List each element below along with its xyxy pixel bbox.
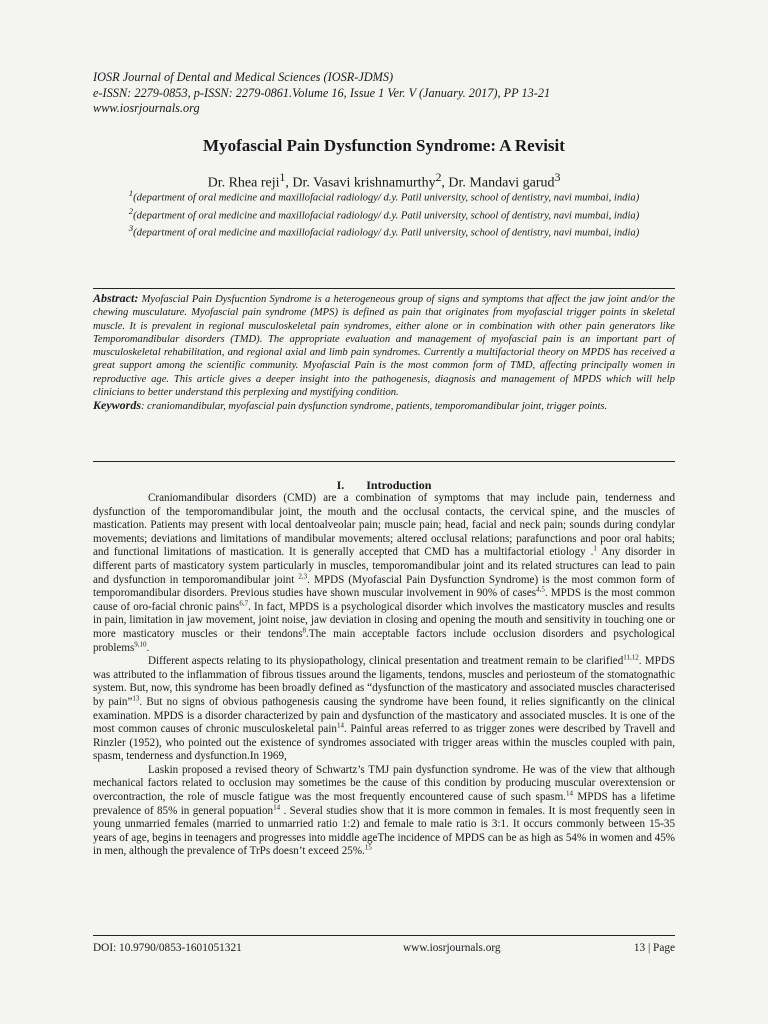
paper-title: Myofascial Pain Dysfunction Syndrome: A Revisit — [203, 136, 565, 155]
author: Dr. Rhea reji — [207, 175, 280, 191]
text-run: .The main acceptable factors include occlusion disorders and psychological problems — [93, 627, 675, 654]
abstract-block — [93, 292, 675, 414]
affiliation: $^1$(department of oral medicine and maxillofacial radiology/ d.y. Patil university, school of dentistry, navi mumbai, india) — [128, 188, 640, 204]
citation-sup: 14 — [336, 721, 344, 730]
section-heading — [0, 478, 768, 493]
affiliations — [104, 187, 664, 240]
text-run: . MPDS (Myofascial Pain Dysfunction Syndrome) is the most common form of temporomandibular disorders. Previous studies have shown muscular involvement in 90% of cases — [93, 573, 675, 600]
citation-sup: 1 — [593, 544, 597, 553]
text-run: . — [146, 641, 150, 654]
citation-sup: 8 — [302, 626, 307, 635]
author: Dr. Mandavi garud — [448, 175, 555, 191]
footer-doi: DOI: 10.9790/0853-1601051321 — [93, 942, 242, 954]
author-sup: 2 — [435, 171, 442, 184]
text-run: . Several studies show that it is more common in females. It is most frequently seen in young unmarried females (married to unmarried ratio 1:2) and female to male ratio is 3:1. It occurs commonly between 15-35 years of age, begins in teenagers and progresses into middle ageThe incidence of MPDS can be as high as 54% in women and 45% in men, although the prevalence of TrPs doesn’t exceed 25%. — [93, 804, 675, 858]
text-run: Laskin proposed a revised theory of Schwartz’s TMJ pain dysfunction syndrome. He was of the view that although mechanical factors related to occlusion may sometimes be the cause of this condition by producing muscular overextension or overcontraction, the role of muscle fatigue was the most frequently encountered cause of such spasm. — [93, 763, 675, 804]
abstract-label: Abstract: — [93, 291, 139, 305]
citation-sup: 14 — [273, 802, 281, 811]
citation-sup: 15 — [364, 843, 372, 852]
text-run: Craniomandibular disorders (CMD) are a combination of symptoms that may include pain, tenderness and dysfunction of the temporomandibular joint, the mouth and the occlusal contacts, the cervical spine, and the muscles of mastication. Patients may present with local dentoalveolar pain; muscle pain; head, facial and neck pain; sounds during condylar movements; deviations and limitations of mandibular movements; altered occlusal relations; parafunctions and poor oral habits; and functional limitations of mastication. It is generally accepted that CMD has a multifactorial etiology . — [93, 492, 675, 559]
section-title: Introduction — [366, 478, 432, 492]
author-sup: 3 — [554, 171, 561, 184]
text-run: . But no signs of obvious pathogenesis causing the syndrome have been found, it relies significantly on the clinical examination. MPDS is a disorder characterized by pain and dysfunction of the masticatory and associated muscles. It is one of the most common causes of chronic musculoskeletal pain — [93, 695, 675, 736]
body-text — [93, 492, 675, 859]
citation-sup: 6,7 — [239, 599, 249, 608]
text-run: MPDS has a lifetime prevalence of 85% in general popuation — [93, 791, 676, 817]
text-run: Different aspects relating to its physiopathology, clinical presentation and treatment remain to be clarified — [148, 655, 624, 668]
citation-sup: 9,10 — [134, 639, 147, 648]
journal-issn: e-ISSN: 2279-0853, p-ISSN: 2279-0861.Volume 16, Issue 1 Ver. V (January. 2017), PP 13-21 — [93, 85, 551, 100]
text-run: . MPDS is the most common cause of oro-facial chronic pains — [93, 587, 676, 613]
keywords-paragraph — [93, 399, 675, 413]
author-sup: 1 — [279, 171, 286, 184]
journal-website[interactable]: www.iosrjournals.org — [93, 101, 200, 115]
keywords-label: Keywords — [93, 398, 141, 413]
journal-header — [93, 70, 693, 117]
body-paragraph — [93, 492, 675, 655]
abstract-paragraph — [93, 292, 675, 399]
text-run: . MPDS was attributed to the inflammation of fibrous tissues around the ligaments, tendons, muscles and periosteum of the stomatognathic system. But, now, this syndrome has been broadly defined as “dysfunction of the masticatory and associated muscles characterised by pain” — [93, 655, 675, 708]
body-paragraph — [93, 655, 675, 764]
text-run: . Painful areas referred to as trigger zones were described by Travell and Rinzler (1952), who pointed out the existence of syndromes associated with trigger areas within the muscles coupled with pain, spasm, tenderness and dysfunction.In 1969, — [93, 723, 675, 763]
abstract-top-rule — [93, 288, 675, 289]
footer-rule — [93, 935, 675, 936]
author-list: Dr. Rhea reji$^1$, Dr. Vasavi krishnamurthy$^2$, Dr. Mandavi garud$^3$ — [207, 171, 561, 191]
citation-sup: 14 — [566, 789, 574, 798]
keywords-text: : craniomandibular, myofascial pain dysfunction syndrome, patients, temporomandibular joint, trigger points. — [141, 401, 608, 413]
body-paragraph — [93, 764, 675, 859]
journal-name: IOSR Journal of Dental and Medical Sciences (IOSR-JDMS) — [93, 70, 394, 84]
affiliation: $^2$(department of oral medicine and maxillofacial radiology/ d.y. Patil university, school of dentistry, navi mumbai, india) — [128, 205, 640, 222]
footer-website[interactable]: www.iosrjournals.org — [403, 942, 501, 954]
text-run: Any disorder in different parts of masticatory system particularly in muscles, temporomandibular joint and its related structures can lead to pain and dysfunction in temporomandibular joint — [93, 546, 675, 586]
citation-sup: 13 — [132, 694, 140, 703]
citation-sup: 11,12 — [623, 653, 639, 662]
text-run: . In fact, MPDS is a psychological disorder which involves the masticatory muscles and results in pain, limitation in jaw movement, joint noise, jaw deviation in closing and opening the mouth and sensitivity in touching one or more masticatory muscles or their tendons — [93, 600, 675, 640]
abstract-text: Myofascial Pain Dysfucntion Syndrome is a heterogeneous group of signs and symptoms that affect the jaw joint and/or the chewing musculature. Myofascial pain syndrome (MPS) is defined as pain that originates from myofascial trigger points in skeletal muscle. It is prevalent in regional musculoskeletal pain syndromes, either alone or in combination with other pain generators like Temporomandibular disorders (TMD). The appropriate evaluation and management of myofascial pain is an important part of musculoskeletal rehabilitation, and regional axial and limb pain syndromes. Currently a multifactorial theory on MPDS has received a great support among the scientific community. Myofascial Pain is the most common form of TMD, affecting principally women in reproductive age. This article gives a deeper insight into the pathogenesis, diagnosis and management of MPDS which will help clinicians to better understand this perplexing and mystifying condition. — [93, 294, 675, 399]
footer-page-number: 13 | Page — [633, 942, 675, 954]
author: Dr. Vasavi krishnamurthy — [292, 175, 436, 191]
citation-sup: 2,3 — [298, 571, 308, 580]
affiliation: $^3$(department of oral medicine and maxillofacial radiology/ d.y. Patil university, school of dentistry, navi mumbai, india) — [128, 223, 640, 239]
section-number: I. — [336, 478, 345, 492]
abstract-bottom-rule — [93, 461, 675, 462]
citation-sup: 4,5 — [536, 585, 545, 594]
